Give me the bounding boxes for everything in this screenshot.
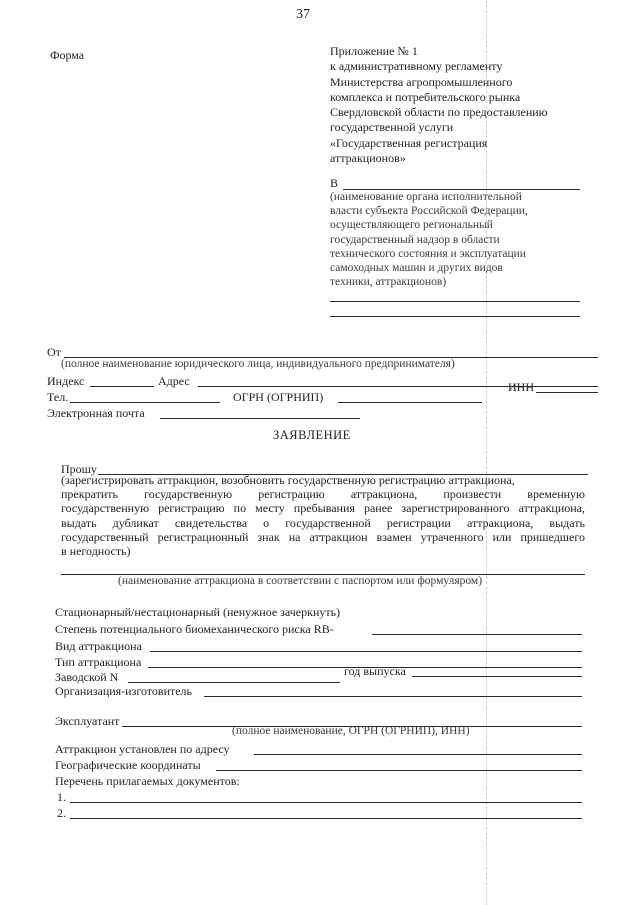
email-field[interactable] <box>160 418 360 419</box>
manufacturer-label: Организация-изготовитель <box>55 684 193 698</box>
document-2-field[interactable] <box>70 818 582 819</box>
kind-label: Вид аттракциона <box>55 639 142 653</box>
document-1-number: 1. <box>57 790 66 804</box>
request-label: Прошу <box>61 462 97 476</box>
inn-label: ИНН <box>508 380 534 394</box>
documents-label: Перечень прилагаемых документов: <box>55 774 240 788</box>
year-field[interactable] <box>412 676 582 677</box>
index-label: Индекс <box>47 374 85 388</box>
serial-field[interactable] <box>128 682 340 683</box>
kind-field[interactable] <box>150 651 582 652</box>
coords-label: Географические координаты <box>55 758 201 772</box>
addressee-hint-line: технического состояния и эксплуатации <box>330 247 526 260</box>
page-number: 37 <box>296 7 310 22</box>
appendix-line: «Государственная регистрация <box>330 135 488 150</box>
addressee-prefix: В <box>330 176 339 190</box>
request-option-line: прекратить государственную регистрацию аттракциона, произвести временную <box>61 487 585 502</box>
addressee-hint-line: осуществляющего региональный <box>330 219 493 232</box>
appendix-line: Министерства агропромышленного <box>330 74 513 89</box>
request-option-line: выдать дубликат свидетельства о государственной регистрации аттракциона, выдать <box>61 515 585 530</box>
addressee-hint-line: самоходных машин и других видов <box>330 262 503 275</box>
coords-field[interactable] <box>216 770 582 771</box>
stationary-label: Стационарный/нестационарный (ненужное зачеркнуть) <box>55 605 341 619</box>
addressee-hint-line: (наименование органа исполнительной <box>330 191 522 203</box>
from-hint: (полное наименование юридического лица, индивидуального предпринимателя) <box>61 358 455 370</box>
operator-hint: (полное наименование, ОГРН (ОГРНИП), ИНН) <box>232 725 470 737</box>
installed-address-field[interactable] <box>254 754 582 755</box>
index-field[interactable] <box>90 386 154 387</box>
address-field[interactable] <box>198 386 598 387</box>
risk-label: Степень потенциального биомеханического риска RB- <box>55 622 334 636</box>
operator-label: Эксплуатант <box>55 714 120 728</box>
statement-title: ЗАЯВЛЕНИЕ <box>273 428 351 442</box>
installed-address-label: Аттракцион установлен по адресу <box>55 742 230 756</box>
addressee-hint-line: государственный надзор в области <box>330 233 500 246</box>
appendix-line: Свердловской области по предоставлению <box>330 105 548 120</box>
address-label: Адрес <box>158 374 190 388</box>
appendix-line: комплекса и потребительского рынка <box>330 89 521 104</box>
manufacturer-field[interactable] <box>204 696 582 697</box>
phone-field[interactable] <box>70 402 220 403</box>
appendix-line: к административному регламенту <box>330 59 503 74</box>
document-1-field[interactable] <box>70 802 582 803</box>
request-option-line: государственный регистрационный знак на аттракцион взамен утраченного или пришедшего <box>61 529 585 544</box>
document-2-number: 2. <box>57 806 66 820</box>
from-label: От <box>47 345 61 359</box>
risk-field[interactable] <box>372 634 582 635</box>
type-label: Тип аттракциона <box>55 655 142 669</box>
addressee-extra-line-2[interactable] <box>330 316 580 317</box>
request-option-line: в негодность) <box>61 544 131 559</box>
ogrn-field[interactable] <box>338 402 482 403</box>
appendix-block <box>330 44 548 166</box>
appendix-line: аттракционов» <box>330 151 406 166</box>
request-options <box>61 473 585 558</box>
attraction-name-hint: (наименование аттракциона в соответствии с паспортом или формуляром) <box>118 575 483 587</box>
request-option-line: государственную регистрацию по месту пребывания ранее зарегистрированного аттракциона, <box>61 501 585 516</box>
addressee-hint-line: власти субъекта Российской Федерации, <box>330 205 528 218</box>
inn-field[interactable] <box>536 392 598 393</box>
ogrn-label: ОГРН (ОГРНИП) <box>233 390 324 404</box>
serial-label: Заводской N <box>55 670 119 684</box>
phone-label: Тел. <box>47 390 69 404</box>
addressee-hint <box>330 190 528 289</box>
addressee-extra-line-1[interactable] <box>330 301 580 302</box>
form-label: Форма <box>50 48 85 62</box>
year-label: год выпуска <box>344 664 406 678</box>
appendix-line: Приложение № 1 <box>330 44 418 58</box>
request-option-line: (зарегистрировать аттракцион, возобновить государственную регистрацию аттракциона, <box>61 473 515 487</box>
email-label: Электронная почта <box>47 406 145 420</box>
addressee-hint-line: техники, аттракционов) <box>330 276 447 289</box>
appendix-line: государственной услуги <box>330 120 454 135</box>
